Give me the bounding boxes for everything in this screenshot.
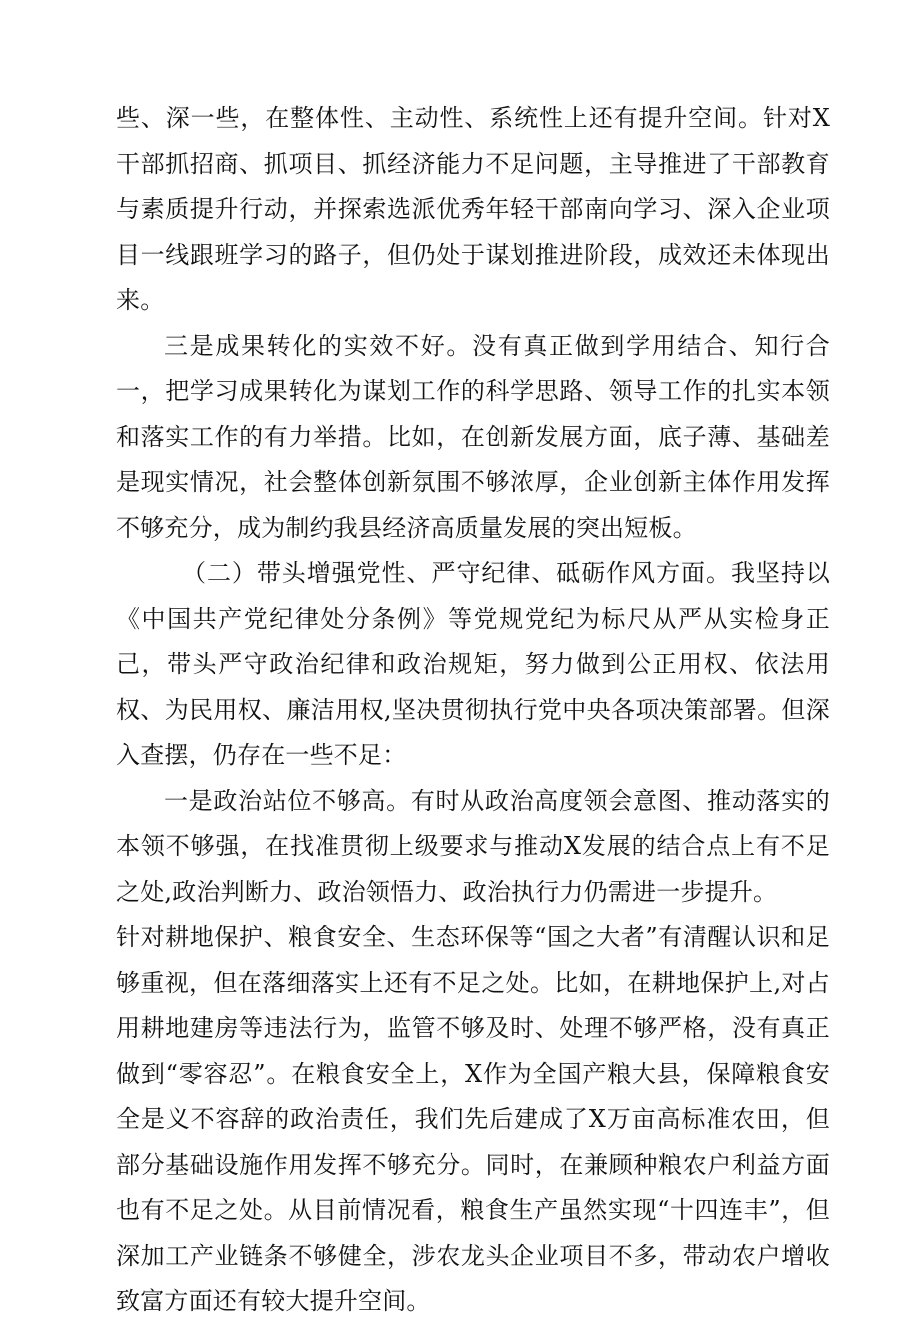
paragraph-continued-cadre-training: 些、深一些，在整体性、主动性、系统性上还有提升空间。针对X干部抓招商、抓项目、抓经济能力不足问题，主导推进了干部教育与素质提升行动，并探索选派优秀年轻干部南向学习、深入企业项目一线跟班学习的路子，但仍处于谋划推进阶段，成效还未体现出来。: [116, 104, 830, 314]
document-body: [116, 96, 830, 1325]
paragraph-section-two-heading: （二）带头增强党性、严守纪律、砥砺作风方面。我坚持以《中国共产党纪律处分条例》等党规党纪为标尺从严从实检身正己，带头严守政治纪律和政治规矩，努力做到公正用权、依法用权、为民用权、廉洁用权,坚决贯彻执行党中央各项决策部署。但深入查摆，仍存在一些不足：: [116, 559, 830, 769]
paragraph-farmland-food-security: 针对耕地保护、粮食安全、生态环保等“国之大者”有清醒认识和足够重视，但在落细落实上还有不足之处。比如，在耕地保护上,对占用耕地建房等违法行为，监管不够及时、处理不够严格，没有真正做到“零容忍”。在粮食安全上，X作为全国产粮大县，保障粮食安全是义不容辞的政治责任，我们先后建成了X万亩高标准农田，但部分基础设施作用发挥不够充分。同时，在兼顾种粮农户利益方面也有不足之处。从目前情况看，粮食生产虽然实现“十四连丰”，但深加工产业链条不够健全，涉农龙头企业项目不多，带动农户增收致富方面还有较大提升空间。: [116, 923, 830, 1315]
paragraph-political-standing: 一是政治站位不够高。有时从政治高度领会意图、推动落实的本领不够强，在找准贯彻上级要求与推动X发展的结合点上有不足之处,政治判断力、政治领悟力、政治执行力仍需进一步提升。: [116, 786, 830, 906]
paragraph-results-transformation: 三是成果转化的实效不好。没有真正做到学用结合、知行合一，把学习成果转化为谋划工作的科学思路、领导工作的扎实本领和落实工作的有力举措。比如，在创新发展方面，底子薄、基础差是现实情况，社会整体创新氛围不够浓厚，企业创新主体作用发挥不够充分，成为制约我县经济高质量发展的突出短板。: [116, 331, 830, 542]
